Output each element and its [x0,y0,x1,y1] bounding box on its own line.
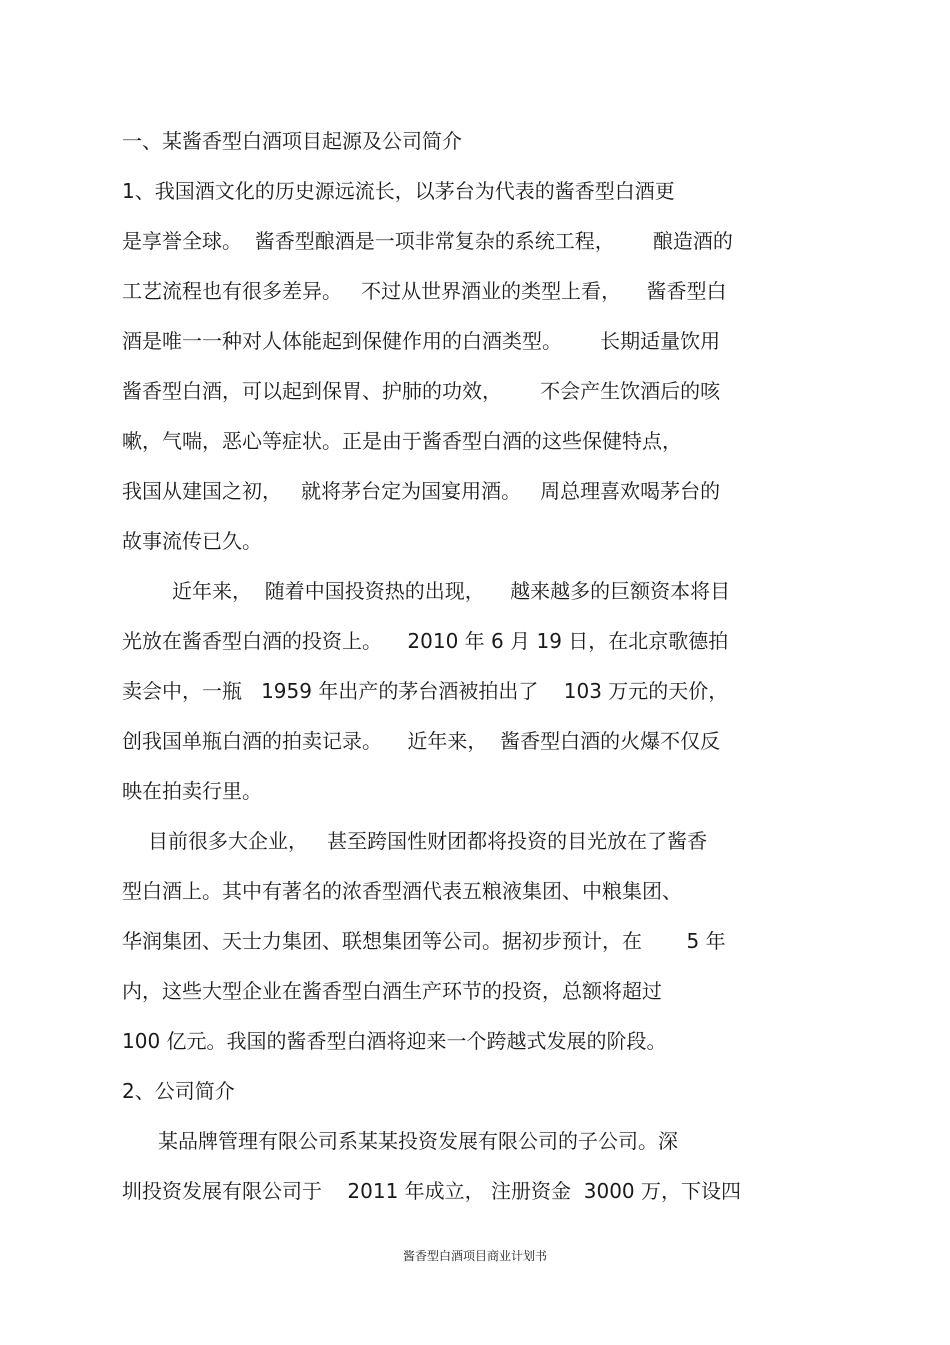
paragraph-line: 映在拍卖行里。 [122,779,262,803]
paragraph-line: 酒是唯一一种对人体能起到保健作用的白酒类型。 长期适量饮用 [122,329,721,353]
subsection-heading: 2、公司简介 [122,1079,235,1103]
section-heading: 一、某酱香型白酒项目起源及公司简介 [122,129,462,153]
paragraph-line: 是享誉全球。 酱香型酿酒是一项非常复杂的系统工程， 酿造酒的 [122,229,733,253]
paragraph-line: 内，这些大型企业在酱香型白酒生产环节的投资，总额将超过 [122,979,662,1003]
paragraph-line: 圳投资发展有限公司于 2011 年成立， 注册资金 3000 万，下设四 [122,1179,742,1203]
page-footer: 酱香型白酒项目商业计划书 [402,1249,547,1263]
paragraph-line: 近年来， 随着中国投资热的出现， 越来越多的巨额资本将目 [172,579,731,603]
paragraph-line: 故事流传已久。 [122,529,262,553]
paragraph-line: 100 亿元。我国的酱香型白酒将迎来一个跨越式发展的阶段。 [122,1029,667,1053]
paragraph-line: 卖会中，一瓶 1959 年出产的茅台酒被拍出了 103 万元的天价， [122,679,729,703]
paragraph-line: 酱香型白酒，可以起到保胃、护肺的功效， 不会产生饮酒后的咳 [122,379,721,403]
paragraph-line: 我国从建国之初， 就将茅台定为国宴用酒。 周总理喜欢喝茅台的 [122,479,721,503]
paragraph-line: 工艺流程也有很多差异。 不过从世界酒业的类型上看， 酱香型白 [122,279,727,303]
paragraph-line: 华润集团、天士力集团、联想集团等公司。据初步预计，在 5 年 [122,929,726,953]
paragraph-line: 嗽，气喘，恶心等症状。正是由于酱香型白酒的这些保健特点， [122,429,682,453]
paragraph-line: 光放在酱香型白酒的投资上。 2010 年 6 月 19 日，在北京歌德拍 [122,629,729,653]
paragraph-line: 目前很多大企业， 甚至跨国性财团都将投资的目光放在了酱香 [148,829,708,853]
paragraph-line: 创我国单瓶白酒的拍卖记录。 近年来， 酱香型白酒的火爆不仅反 [122,729,721,753]
paragraph-line: 1、我国酒文化的历史源远流长，以茅台为代表的酱香型白酒更 [122,179,675,203]
paragraph-line: 某品牌管理有限公司系某某投资发展有限公司的子公司。深 [158,1129,678,1153]
paragraph-line: 型白酒上。其中有著名的浓香型酒代表五粮液集团、中粮集团、 [122,879,682,903]
